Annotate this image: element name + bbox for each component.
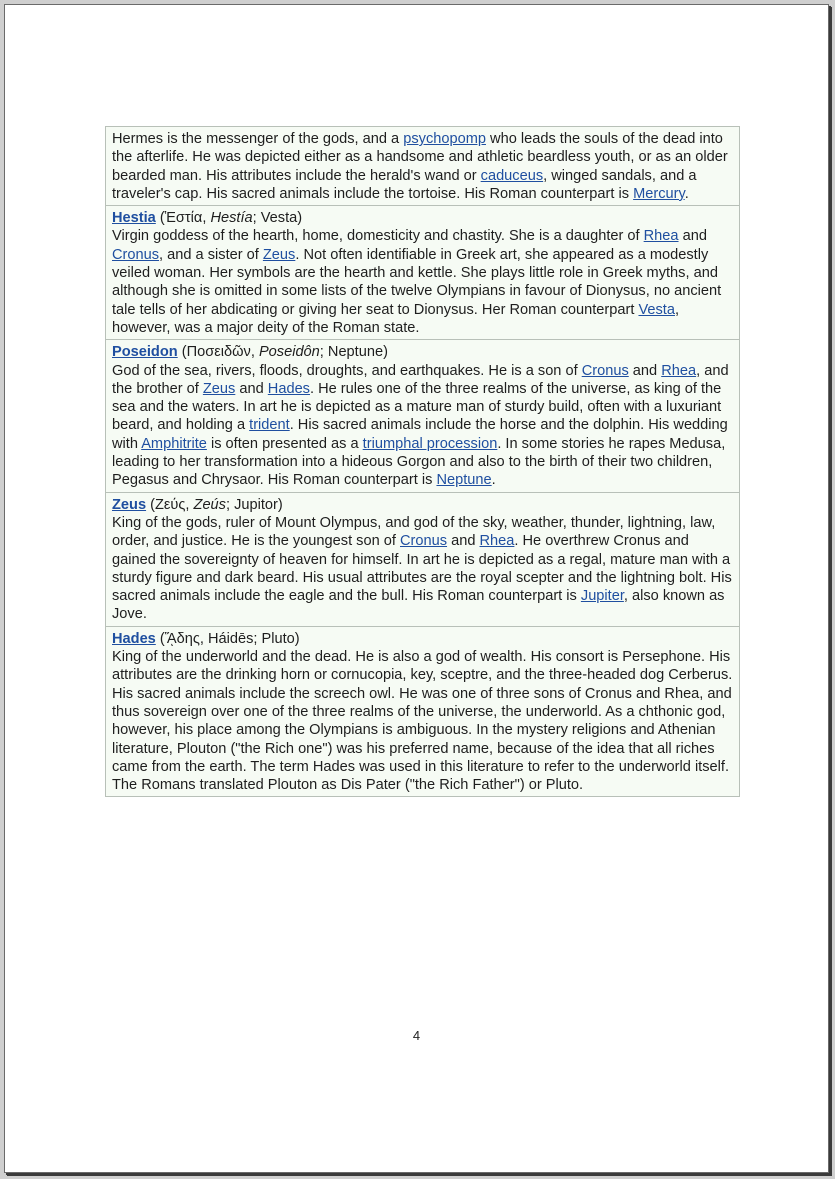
- page-number: 4: [412, 1028, 421, 1043]
- hestia-greek-name: Hestía: [210, 210, 253, 227]
- hestia-text-1: Virgin goddess of the hearth, home, domesticity and chastity. She is a daughter of: [112, 228, 644, 245]
- zeus-heading: [112, 496, 733, 514]
- poseidon-text-6: . His sacred animals include the horse and the dolphin. His wedding with: [112, 417, 728, 452]
- hades-description: King of the underworld and the dead. He is also a god of wealth. His consort is Persephone. His attributes are the drinking horn or cornucopia, key, sceptre, and the three-headed dog Cerberus. His sacred animals include the screech owl. He was one of three sons of Cronus and Rhea, and thus sovereign over one of the three realms of the universe, the underworld. As a chthonic god, however, his place among the Olympians is ambiguous. In the mystery religions and Athenian literature, Plouton ("the Rich one") was his preferred name, because of the idea that all riches came from the earth. The term Hades was used in this literature to refer to the underworld itself. The Romans translated Plouton as Dis Pater ("the Rich Father") or Pluto.: [112, 649, 733, 794]
- hermes-entry: [106, 127, 739, 205]
- poseidon-entry: [106, 339, 739, 491]
- link-neptune[interactable]: Neptune: [436, 472, 492, 489]
- link-jupiter[interactable]: Jupiter: [580, 588, 624, 605]
- link-psychopomp[interactable]: psychopomp: [403, 131, 486, 147]
- link-hades[interactable]: Hades: [267, 380, 310, 397]
- link-zeus[interactable]: Zeus: [262, 246, 296, 263]
- hermes-text-4: .: [684, 185, 689, 202]
- hermes-text-2: who leads the souls of the dead into the afterlife. He was depicted either as a handsome and athletic beardless youth, or as an older bearded man. His attributes include the herald's wand or: [112, 131, 728, 184]
- zeus-description: [112, 514, 733, 624]
- poseidon-text-7: is often presented as a: [206, 435, 363, 452]
- poseidon-text-9: .: [491, 472, 496, 489]
- zeus-text-2: and: [447, 533, 480, 550]
- hestia-text-2: and: [678, 228, 707, 245]
- poseidon-text-8: . In some stories he rapes Medusa, leading to her transformation into a hideous Gorgon and also to the birth of their two children, Pegasus and Chrysaor. His Roman counterpart is: [112, 435, 726, 489]
- zeus-text-1: King of the gods, ruler of Mount Olympus, and god of the sky, weather, thunder, lightning, law, order, and justice. He is the youngest son of: [112, 514, 716, 550]
- document-page: [4, 4, 829, 1173]
- zeus-greek-name: Zeús: [193, 496, 226, 513]
- poseidon-description: [112, 362, 733, 490]
- hestia-text-4: . Not often identifiable in Greek art, she appeared as a modestly veiled woman. Her symbols are the hearth and kettle. She plays little role in Greek myths, and although she is omitted in some lists of the twelve Olympians in favour of Dionysus, no ancient tale tells of her abdicating or giving her seat to Dionysus. Her Roman counterpart: [112, 246, 722, 318]
- poseidon-heading: [112, 343, 733, 361]
- hestia-entry: [106, 205, 739, 339]
- zeus-text-4: , also known as Jove.: [112, 588, 725, 623]
- link-rhea[interactable]: Rhea: [643, 228, 679, 245]
- poseidon-greek-open: (Ποσειδῶν,: [177, 344, 259, 361]
- hades-entry: [106, 626, 739, 797]
- hermes-text-1: Hermes is the messenger of the gods, and a: [112, 131, 404, 147]
- zeus-roman-name: ; Jupitor): [225, 496, 283, 513]
- hestia-greek-open: (Ἑστία,: [155, 210, 211, 227]
- poseidon-text-1: God of the sea, rivers, floods, droughts, and earthquakes. He is a son of: [112, 362, 582, 379]
- hermes-text-3: , winged sandals, and a traveler's cap. His sacred animals include the tortoise. His Roman counterpart is: [112, 167, 697, 202]
- poseidon-text-2: and: [628, 362, 662, 379]
- hades-greek-and-roman-name: (ᾍδης, Háidēs; Pluto): [155, 630, 300, 647]
- link-hades-heading[interactable]: Hades: [112, 630, 156, 647]
- link-rhea[interactable]: Rhea: [661, 362, 697, 379]
- deities-table: [105, 126, 740, 797]
- hestia-text-5: , however, was a major deity of the Roman state.: [112, 301, 680, 336]
- link-poseidon[interactable]: Poseidon: [112, 344, 178, 361]
- link-trident[interactable]: trident: [249, 417, 290, 434]
- link-amphitrite[interactable]: Amphitrite: [141, 435, 207, 452]
- link-cronus[interactable]: Cronus: [400, 533, 448, 550]
- hestia-roman-name: ; Vesta): [252, 210, 303, 227]
- link-hestia[interactable]: Hestia: [112, 210, 156, 227]
- link-triumphal-procession[interactable]: triumphal procession: [362, 435, 498, 452]
- link-cronus[interactable]: Cronus: [112, 246, 160, 263]
- zeus-text-3: . He overthrew Cronus and gained the sovereignty of heaven for himself. In art he is depicted as a regal, mature man with a sturdy figure and dark beard. His usual attributes are the royal scepter and the lightning bolt. His sacred animals include the eagle and the bull. His Roman counterpart is: [112, 533, 732, 605]
- zeus-entry: [106, 492, 739, 626]
- link-rhea[interactable]: Rhea: [479, 533, 515, 550]
- link-caduceus[interactable]: caduceus: [480, 167, 544, 184]
- poseidon-text-4: and: [235, 380, 268, 397]
- hestia-heading: [112, 209, 733, 227]
- zeus-greek-open: (Ζεύς,: [146, 496, 194, 513]
- poseidon-greek-name: Poseidôn: [258, 344, 320, 361]
- link-cronus[interactable]: Cronus: [581, 362, 629, 379]
- link-zeus-heading[interactable]: Zeus: [112, 496, 147, 513]
- poseidon-text-5: . He rules one of the three realms of the universe, as king of the sea and the waters. In art he is depicted as a mature man of sturdy build, often with a luxuriant beard, and holding a: [112, 380, 722, 434]
- link-vesta[interactable]: Vesta: [638, 301, 675, 318]
- hestia-text-3: , and a sister of: [159, 246, 263, 263]
- hestia-description: [112, 227, 733, 337]
- poseidon-roman-name: ; Neptune): [319, 344, 388, 361]
- hades-heading: [112, 630, 733, 648]
- poseidon-text-3: , and the brother of: [112, 362, 729, 397]
- link-zeus[interactable]: Zeus: [202, 380, 236, 397]
- link-mercury[interactable]: Mercury: [633, 185, 685, 202]
